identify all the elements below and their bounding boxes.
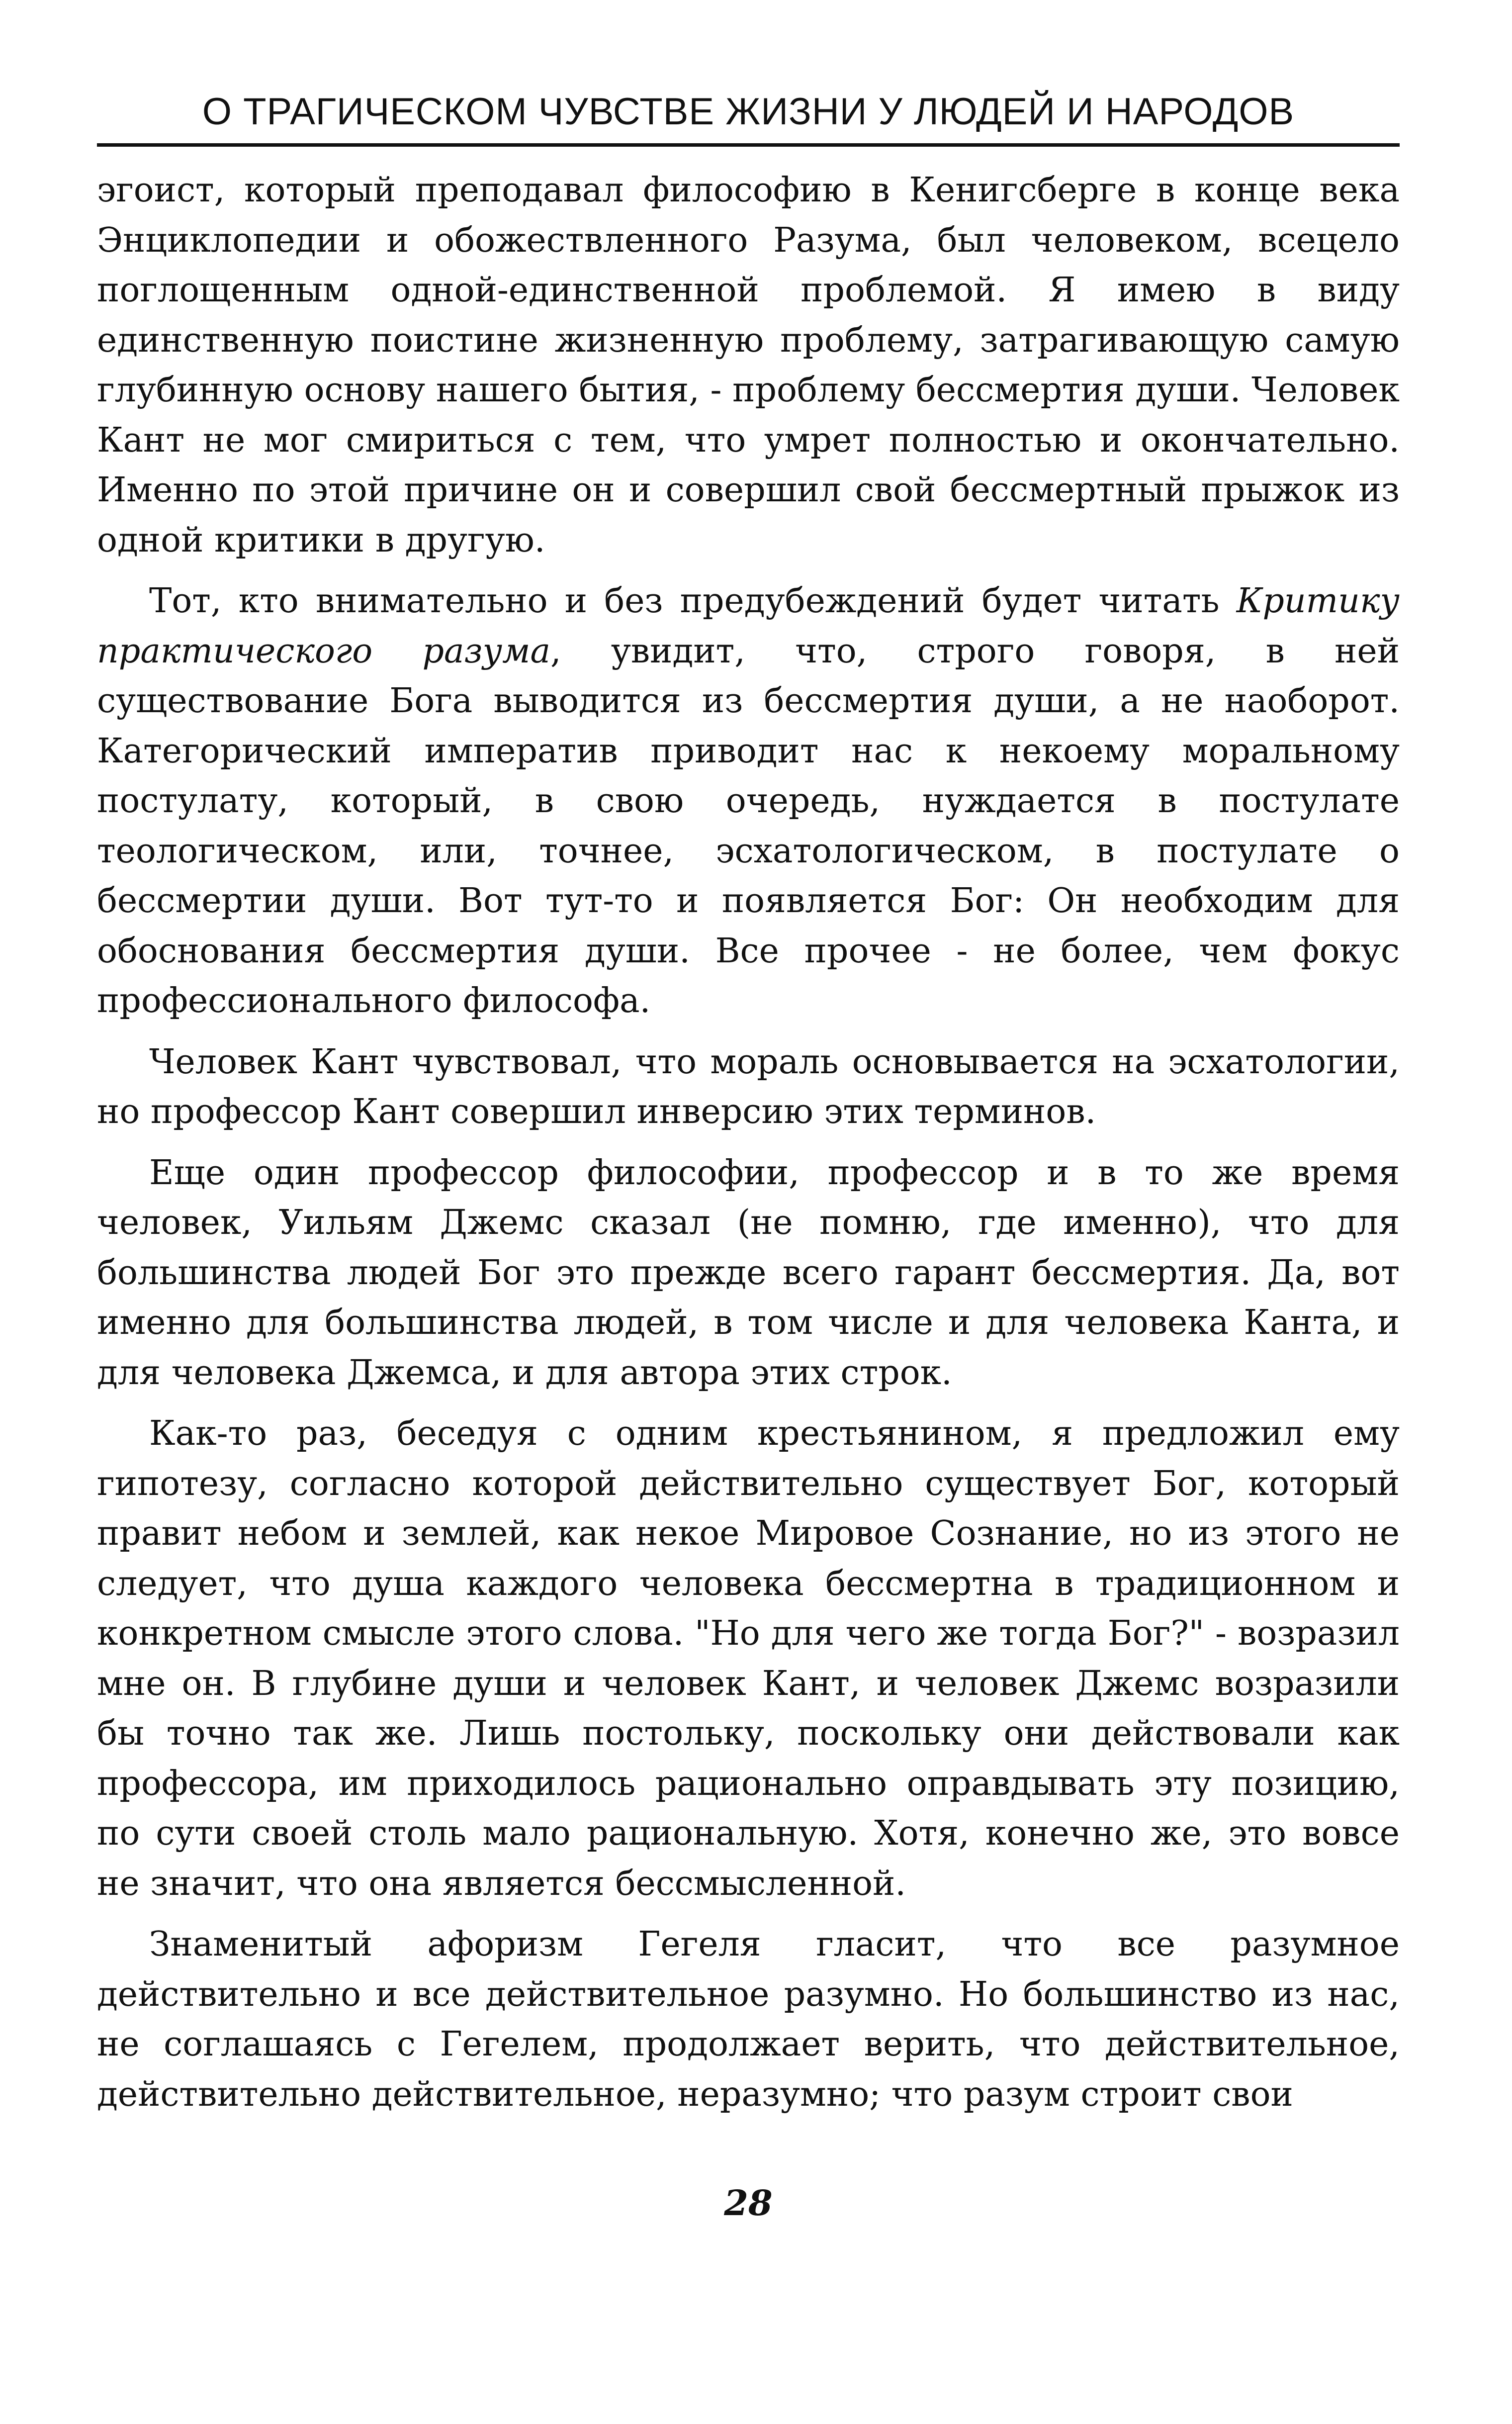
paragraph-6: Знаменитый афоризм Гегеля гласит, что все разумное действительно и все действительное разумно. Но большинство из нас, не соглашаясь с Гегелем, продолжает верить, что действительное, действительно действительное, неразумно; что разум строит свои (97, 1925, 1400, 2114)
paragraph-2-rest: , увидит, что, строго говоря, в ней существование Бога выводится из бессмертия души, а не наоборот. Категорический императив приводит нас к некоему моральному постулату, который, в свою очередь, нуждается в постулате теологическом, или, точнее, эсхатологическом, в постулате о бессмертии души. Вот тут-то и появляется Бог: Он необходим для обоснования бессмертия души. Все прочее - не более, чем фокус профессионального философа. (97, 631, 1400, 1021)
paragraph-2-lead: Тот, кто внимательно и без предубеждений будет читать (149, 581, 1237, 621)
book-page (97, 85, 1400, 2352)
header-rule (97, 143, 1400, 147)
paragraph-1: эгоист, который преподавал философию в Кенигсберге в конце века Энциклопедии и обожествленного Разума, был человеком, всецело поглощенным одной-единственной проблемой. Я имею в виду единственную поистине жизненную проблему, затрагивающую самую глубинную основу нашего бытия, - проблему бессмертия души. Человек Кант не мог смириться с тем, что умрет полностью и окончательно. Именно по этой причине он и совершил свой бессмертный прыжок из одной критики в другую. (97, 171, 1400, 560)
paragraph-2 (97, 576, 1400, 1026)
paragraph-3: Человек Кант чувствовал, что мораль основывается на эсхатологии, но профессор Кант совершил инверсию этих терминов. (97, 1042, 1400, 1131)
book-title-italic: Критику практического разума (97, 581, 1400, 671)
paragraph-5: Как-то раз, беседуя с одним крестьянином, я предложил ему гипотезу, согласно которой действительно существует Бог, который правит небом и землей, как некое Мировое Сознание, но из этого не следует, что душа каждого человека бессмертна в традиционном и конкретном смысле этого слова. "Но для чего же тогда Бог?" - возразил мне он. В глубине души и человек Кант, и человек Джемс возразили бы точно так же. Лишь постольку, поскольку они действовали как профессора, им приходилось рационально оправдывать эту позицию, по сути своей столь мало рациональную. Хотя, конечно же, это вовсе не значит, что она является бессмысленной. (97, 1414, 1400, 1903)
paragraph-4: Еще один профессор философии, профессор и в то же время человек, Уильям Джемс сказал (не помню, где именно), что для большинства людей Бог это прежде всего гарант бессмертия. Да, вот именно для большинства людей, в том числе и для человека Канта, и для человека Джемса, и для автора этих строк. (97, 1153, 1400, 1393)
body-text (97, 166, 1400, 2120)
running-head: О ТРАГИЧЕСКОМ ЧУВСТВЕ ЖИЗНИ У ЛЮДЕЙ И НАРОДОВ (202, 91, 1295, 133)
page-number: 28 (724, 2182, 773, 2224)
